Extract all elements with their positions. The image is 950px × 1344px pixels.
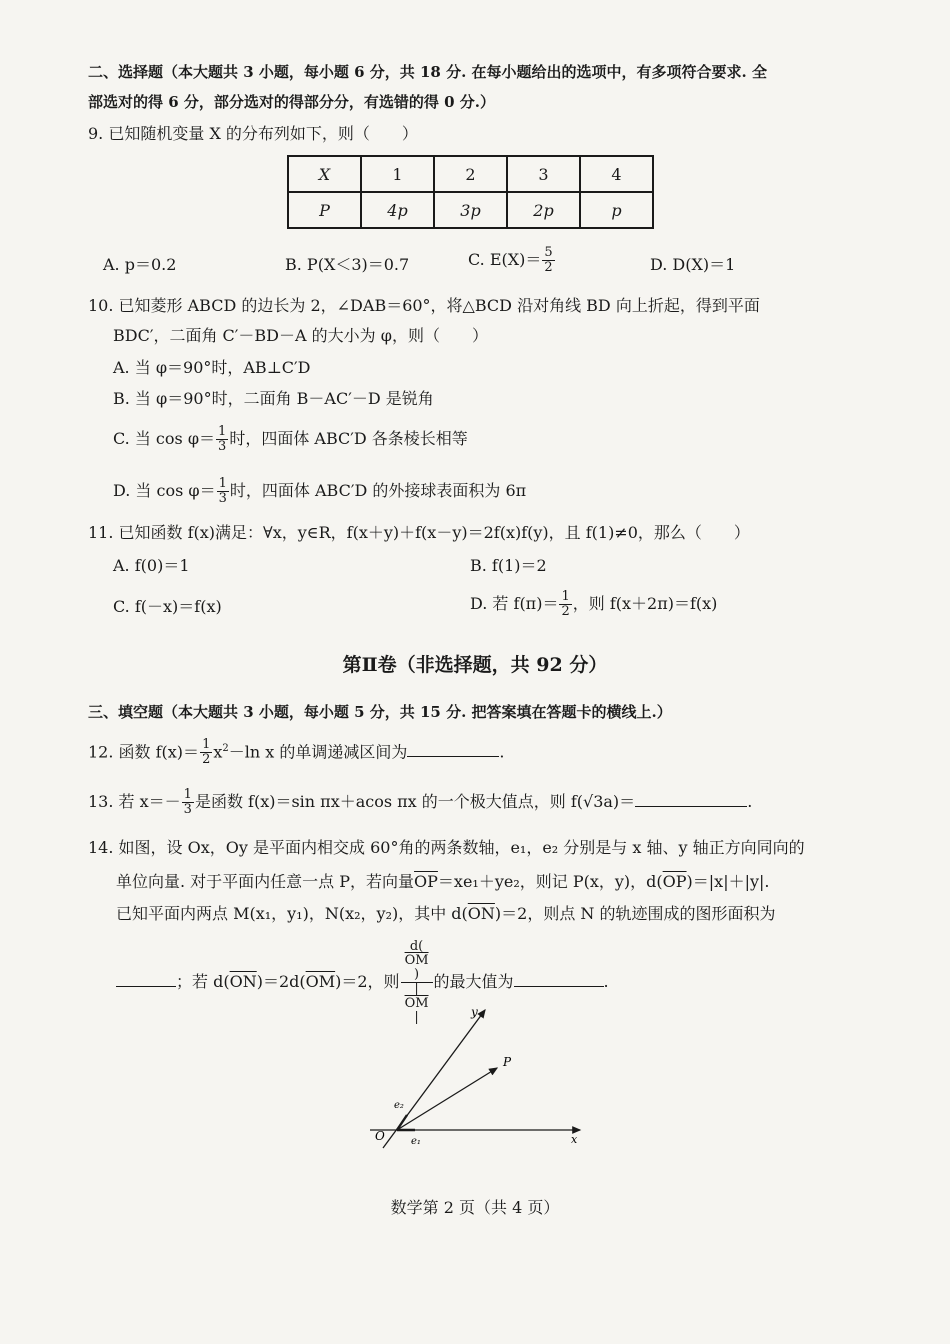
q14-line3-pre: 已知平面内两点 M(x₁，y₁)，N(x₂，y₂)，其中 d( (116, 904, 468, 923)
section2-heading-line2: 部选对的得 6 分，部分选对的得部分分，有选错的得 0 分.） (88, 93, 495, 111)
q10-option-c (113, 425, 468, 454)
origin-label: O (375, 1129, 385, 1143)
q14-line4-b: )＝2d( (256, 972, 306, 991)
q9-option-a: A. p＝0.2 (103, 255, 177, 274)
e2-label: e₂ (394, 1100, 404, 1111)
q14-line3 (116, 902, 776, 926)
q12-line (88, 737, 504, 767)
q11-stem: 11. 已知函数 f(x)满足：∀x，y∈R，f(x＋y)＋f(x－y)＝2f(x)f(y)，且 f(1)≠0，那么（ ） (88, 523, 750, 542)
q14-end: . (603, 972, 609, 991)
table-cell: p (580, 192, 653, 228)
q11-option-c: C. f(－x)＝f(x) (113, 597, 222, 616)
fraction-denominator: 2 (561, 604, 570, 619)
q9-option-d: D. D(X)＝1 (650, 255, 736, 274)
q14-line2 (116, 870, 770, 894)
fraction (216, 425, 228, 454)
q9-option-c-text: C. E(X)＝ (468, 250, 542, 269)
q10-option-c-post: 时，四面体 ABC′D 各条棱长相等 (229, 429, 468, 448)
answer-blank[interactable] (116, 972, 176, 987)
q10-option-d (113, 477, 526, 506)
fraction-denominator: 3 (218, 439, 227, 454)
fraction (217, 477, 229, 506)
q14-line4-d: 的最大值为 (433, 972, 514, 991)
fraction (542, 246, 554, 275)
vector-op: $\overline{OP}$ (414, 872, 438, 891)
q14-line2-mid: ＝xe₁＋ye₂，则记 P(x，y)，d( (437, 872, 663, 891)
table-cell: 4p (361, 192, 434, 228)
table-cell: 3 (507, 156, 580, 192)
coordinate-figure (365, 998, 595, 1158)
q11-option-a: A. f(0)＝1 (113, 556, 190, 575)
fraction (182, 788, 194, 817)
y-axis-label: y (471, 1005, 478, 1019)
q14-line4-a: ；若 d( (176, 972, 230, 991)
table-row (288, 192, 653, 228)
q14-line1: 14. 如图，设 Ox，Oy 是平面内相交成 60°角的两条数轴，e₁，e₂ 分别是与 x 轴、y 轴正方向同向的 (88, 838, 805, 857)
fraction (559, 590, 571, 619)
q10-option-d-pre: D. 当 cos φ＝ (113, 481, 216, 500)
fraction-numerator: 1 (561, 589, 570, 604)
vector-op-line (397, 1068, 497, 1130)
q11-option-d (470, 590, 717, 619)
table-cell: 4 (580, 156, 653, 192)
q12-exponent: 2 (222, 743, 229, 754)
q13-line (88, 788, 752, 817)
table-cell: 3p (434, 192, 507, 228)
fraction-numerator: 1 (218, 476, 227, 491)
fraction-numerator: 1 (183, 787, 192, 802)
q9-option-c (468, 246, 556, 275)
table-cell: P (288, 192, 361, 228)
answer-blank[interactable] (407, 742, 499, 757)
q12-pre: 12. 函数 f(x)＝ (88, 742, 200, 762)
q11-option-d-post: ，则 f(x＋2π)＝f(x) (572, 594, 718, 613)
fraction-numerator: 5 (544, 245, 553, 260)
q10-option-a: A. 当 φ＝90°时，AB⊥C′D (113, 358, 311, 377)
table-row (288, 156, 653, 192)
vector-op: $\overline{OP}$ (662, 872, 687, 891)
q9-distribution-table (287, 155, 654, 229)
q12-post: －ln x 的单调递减区间为 (228, 742, 408, 762)
table-cell: 2 (434, 156, 507, 192)
fraction-denominator: 2 (202, 752, 211, 768)
q10-option-c-pre: C. 当 cos φ＝ (113, 429, 216, 448)
frac-num-b: ) (414, 967, 420, 982)
table-cell: 2p (507, 192, 580, 228)
answer-blank[interactable] (514, 972, 604, 987)
q9-option-b: B. P(X＜3)＝0.7 (285, 255, 410, 274)
e1-label: e₁ (411, 1136, 421, 1147)
vector-om: $\overline{OM}$ (404, 996, 429, 1011)
section3-heading: 三、填空题（本大题共 3 小题，每小题 5 分，共 15 分. 把答案填在答题卡的横线上.） (88, 703, 672, 721)
q14-line2-post: )＝|x|＋|y|. (686, 872, 770, 891)
q9-stem: 9. 已知随机变量 X 的分布列如下，则（ ） (88, 124, 418, 143)
q10-option-d-post: 时，四面体 ABC′D 的外接球表面积为 6π (229, 481, 527, 500)
vector-on: $\overline{ON}$ (229, 972, 257, 991)
fraction-denominator: 3 (183, 802, 192, 817)
q14-line3-post: )＝2，则点 N 的轨迹围成的图形面积为 (494, 904, 776, 923)
q10-stem-line1: 10. 已知菱形 ABCD 的边长为 2，∠DAB＝60°，将△BCD 沿对角线 BD 向上折起，得到平面 (88, 296, 760, 315)
table-cell: X (288, 156, 361, 192)
q14-line4-c: )＝2，则 (335, 972, 400, 991)
q10-option-b: B. 当 φ＝90°时，二面角 B－AC′－D 是锐角 (113, 389, 434, 408)
part2-title: 第Ⅱ卷（非选择题，共 92 分） (342, 654, 608, 676)
q10-stem-line2: BDC′，二面角 C′－BD－A 的大小为 φ，则（ ） (113, 326, 488, 345)
frac-den-a: | (414, 982, 419, 997)
q13-post: 是函数 f(x)＝sin πx＋acos πx 的一个极大值点，则 f(√3a)＝ (194, 792, 636, 811)
q12-var: x (213, 742, 223, 762)
q13-pre: 13. 若 x＝－ (88, 792, 181, 811)
fraction (200, 738, 212, 767)
fraction-numerator (401, 940, 433, 983)
q13-end: . (747, 792, 753, 811)
frac-den-b: | (414, 1010, 419, 1025)
answer-blank[interactable] (635, 792, 747, 807)
page-footer: 数学第 2 页（共 4 页） (390, 1198, 560, 1217)
q11-option-d-pre: D. 若 f(π)＝ (470, 594, 559, 613)
vector-on: $\overline{ON}$ (467, 904, 495, 923)
fraction-denominator: 3 (218, 491, 227, 506)
q12-end: . (499, 742, 505, 762)
table-cell: 1 (361, 156, 434, 192)
fraction-denominator: 2 (544, 260, 553, 275)
frac-num-a: d( (409, 939, 424, 954)
vector-om: $\overline{OM}$ (305, 972, 336, 991)
point-p-label: P (503, 1055, 512, 1069)
e2-vector (397, 1115, 407, 1130)
fraction-numerator: 1 (218, 424, 227, 439)
q14-line2-pre: 单位向量. 对于平面内任意一点 P，若向量 (116, 872, 415, 891)
q11-option-b: B. f(1)＝2 (470, 556, 547, 575)
section2-heading-line1: 二、选择题（本大题共 3 小题，每小题 6 分，共 18 分. 在每小题给出的选项中，有多项符合要求. 全 (88, 63, 767, 81)
vector-om: $\overline{OM}$ (404, 953, 429, 968)
fraction-numerator: 1 (202, 737, 211, 753)
x-axis-label: x (571, 1133, 578, 1146)
